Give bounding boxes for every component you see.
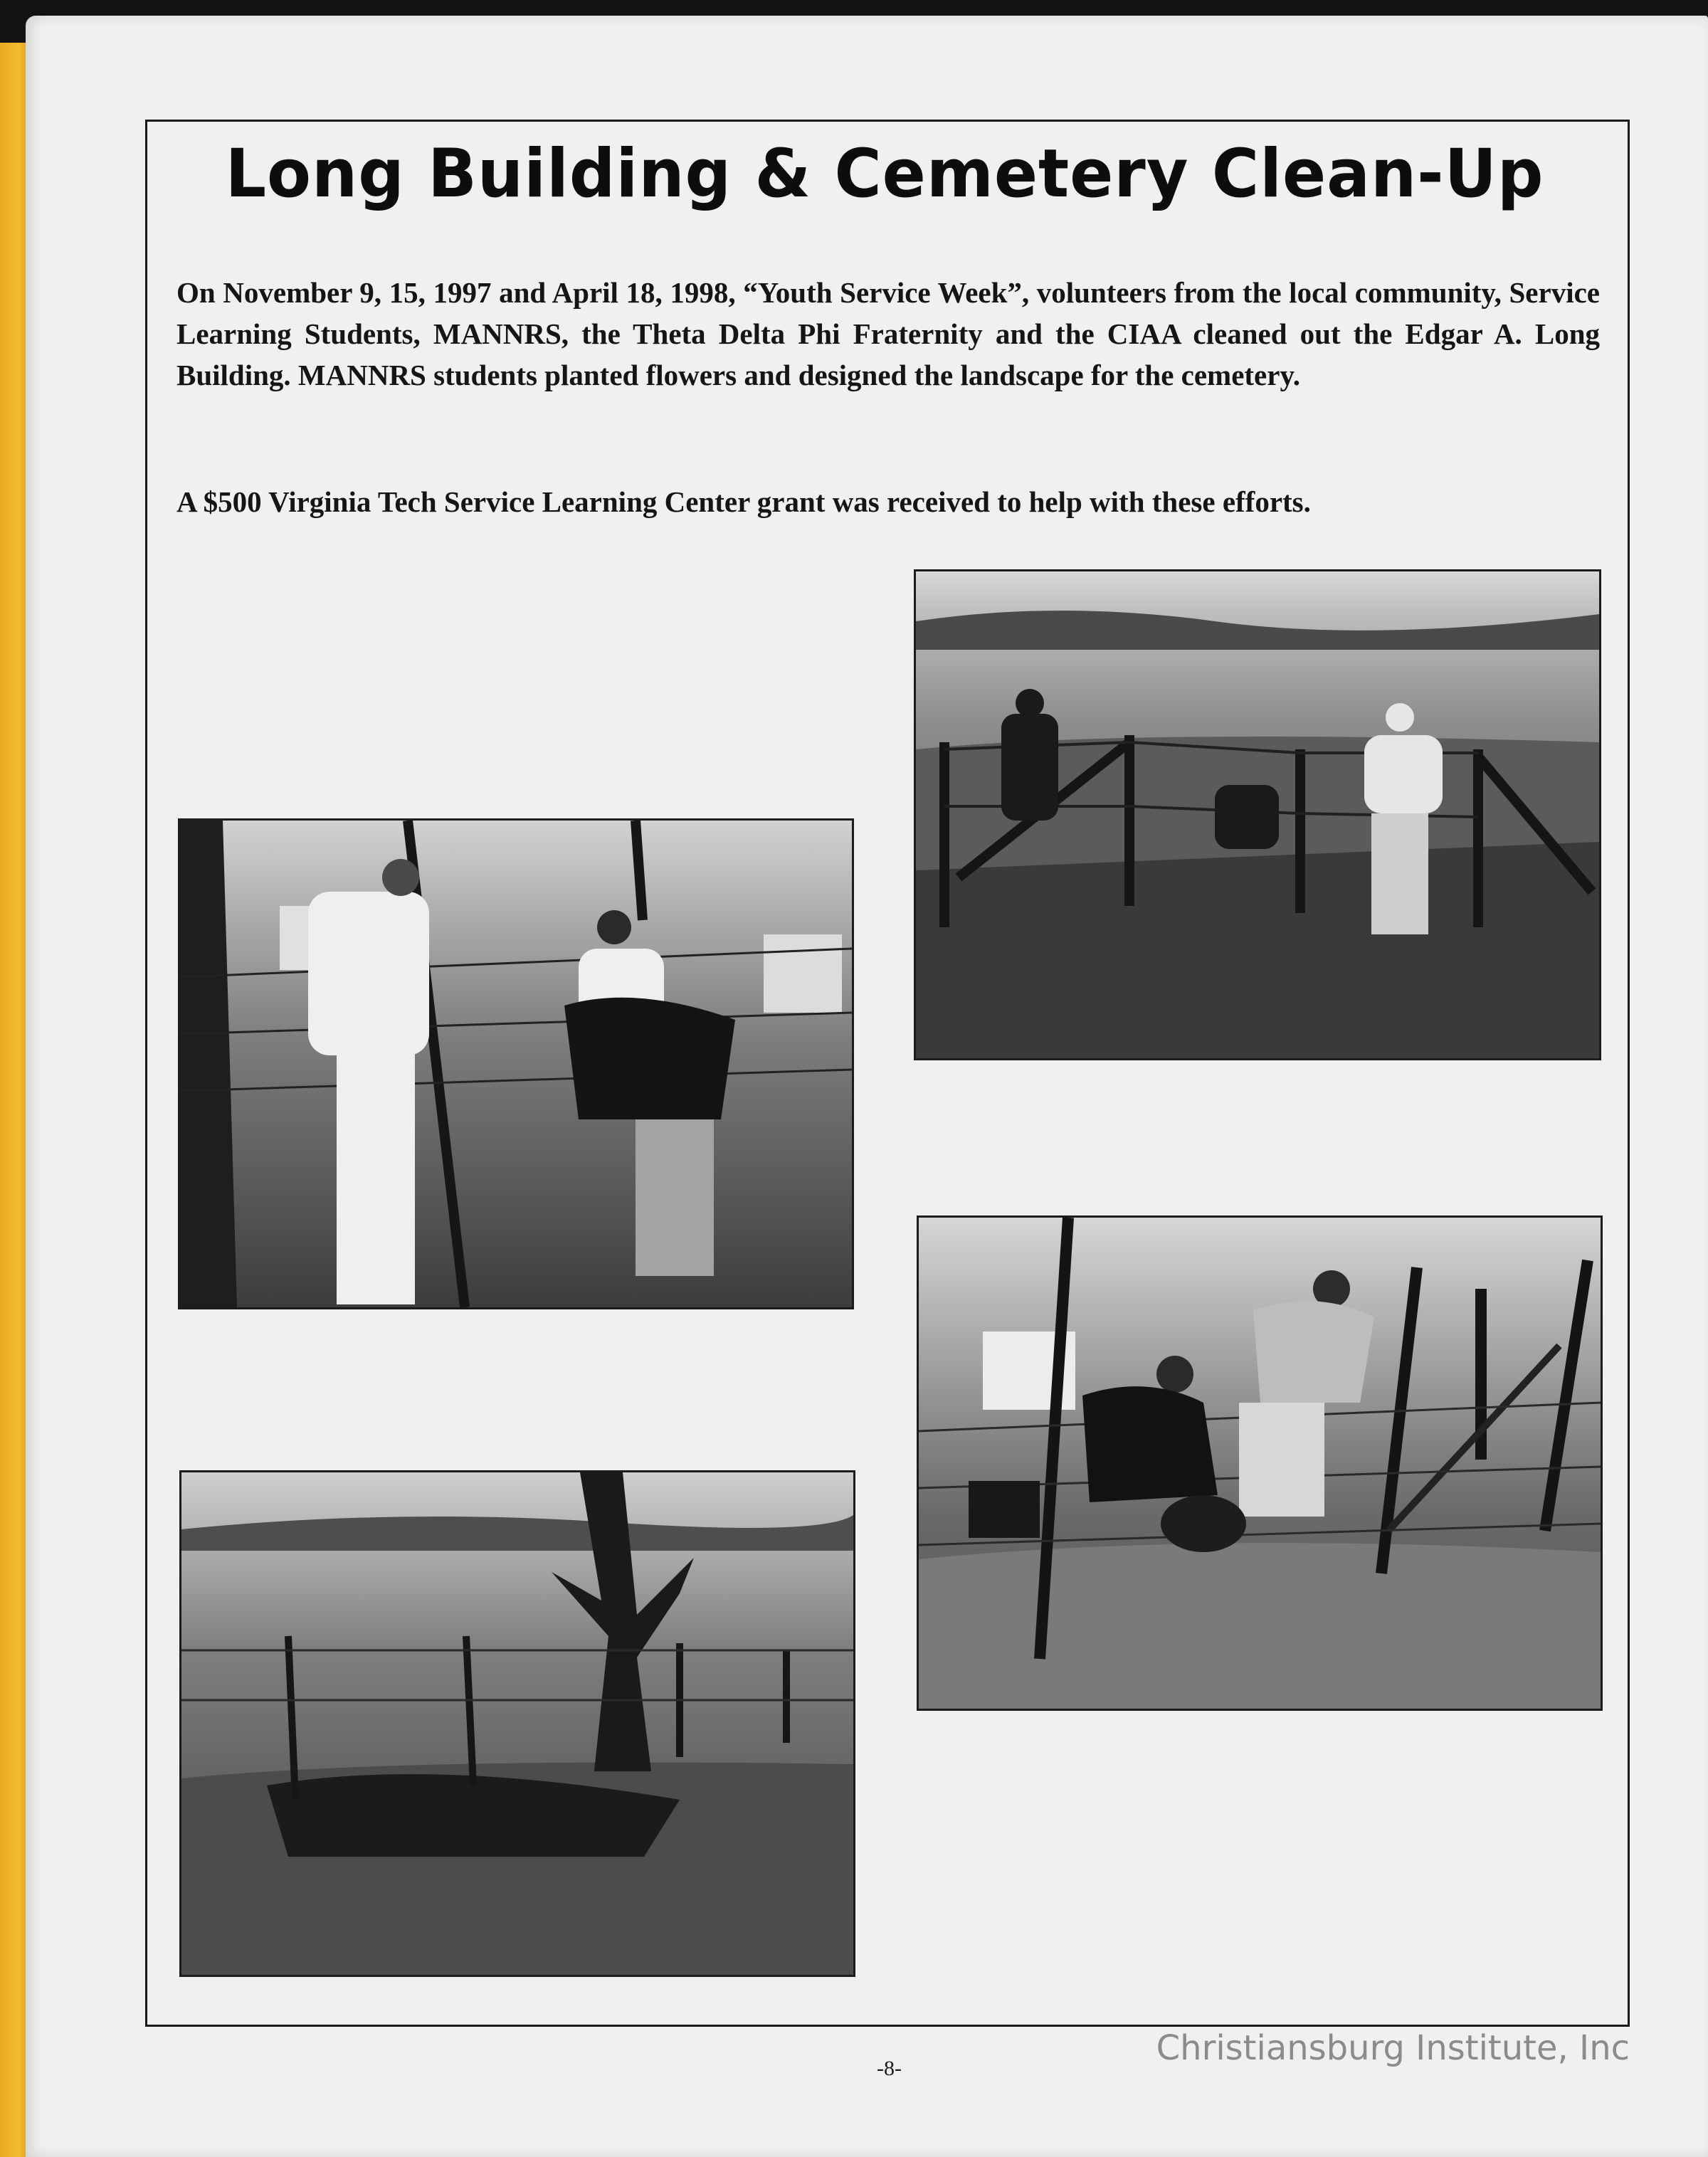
page-number: -8-	[877, 2057, 902, 2080]
archive-watermark: Christiansburg Institute, Inc	[1156, 2028, 1630, 2068]
volunteers-planting-shrub-photo	[917, 1215, 1603, 1711]
cemetery-landscape-with-tree-photo	[179, 1470, 855, 1977]
volunteers-planting-by-fence-photo	[178, 818, 854, 1309]
volunteers-at-cemetery-fence-photo	[914, 569, 1601, 1060]
page-title: Long Building & Cemetery Clean-Up	[225, 135, 1544, 213]
intro-paragraph: On November 9, 15, 1997 and April 18, 1998, “Youth Service Week”, volunteers from the local community, Service Learning Students, MANNRS, the Theta Delta Phi Fraternity and the CIAA cleaned out the Edgar A. Long Building. MANNRS students planted flowers and designed the landscape for the cemetery.	[176, 276, 1600, 391]
grant-paragraph: A $500 Virginia Tech Service Learning Center grant was received to help with these efforts.	[176, 485, 1311, 518]
